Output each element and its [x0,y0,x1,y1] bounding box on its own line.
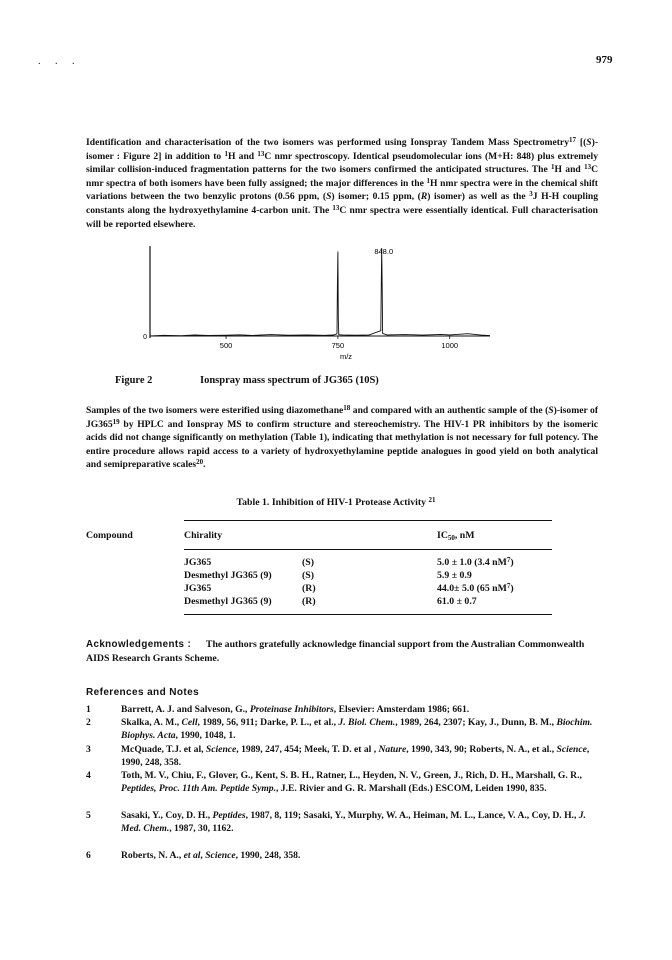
table-cell-config: (R) [302,583,316,594]
paragraph-identification: Identification and characterisation of the two isomers was performed using Ionspray Tandem Mass Spectrometry$^{17}$ [(S)-isomer : Figure 2] in addition to $^1$H and $^{13}$C nmr spectroscopy. Identical pseudomolecular ions (M+H: 848) plus extremely similar collision-induced fragmentation patterns for the two isomers confirmed the anticipated structures. The $^1$H and $^{13}$C nmr spectra of both isomers have been fully assigned; the major differences in the $^1$H nmr spectra were in the chemical shift variations between the two benzylic protons (0.56 ppm, (S) isomer; 0.15 ppm, (R) isomer) as well as the $^3$J H-H coupling constants along the hydroxyethylamine 4-carbon unit. The $^{13}$C nmr spectra were essentially identical. Full characterisation will be reported elsewhere. [86,136,599,230]
table-header-ic50: $IC_{50}$, nM [437,530,475,542]
table-header-compound: Compound [86,530,133,541]
reference-number: 5 [86,810,91,821]
references-heading: References and Notes [86,687,200,698]
table-cell-compound: JG365 [184,583,212,594]
table-header-chirality: Chirality [184,530,223,541]
table-cell-config: (S) [302,557,314,568]
table-top-rule [184,520,552,521]
table-cell-compound: Desmethyl JG365 (9) [184,596,272,607]
y-tick-label: 0 [143,334,147,341]
table-cell-compound: Desmethyl JG365 (9) [184,570,272,581]
reference-text: Sasaki, Y., Coy, D. H., Peptides, 1987, 8, 119; Sasaki, Y., Murphy, W. A., Heiman, M. L., Lance, V. A., Coy, D. H., J. Med. Chem., 1987, 30, 1162. [121,810,586,835]
reference-text: Roberts, N. A., et al, Science, 1990, 248, 358. [121,850,301,861]
table-cell-ic50: 44.0± 5.0 (65 $nM^7$) [437,582,514,594]
table-bottom-rule [184,614,552,615]
reference-number: 6 [86,850,91,861]
reference-text: McQuade, T.J. et al, Science, 1989, 247, 454; Meek, T. D. et al , Nature, 1990, 343, 90; Roberts, N. A., et al., Science, 1990, 248, 358. [121,744,590,769]
page-number: 979 [596,54,613,66]
reference-text: Skalka, A. M., Cell, 1989, 56, 911; Darke, P. L., et al., J. Biol. Chem., 1989, 264, 2307; Kay, J., Dunn, B. M., Biochim. Biophys. Acta, 1990, 1048, 1. [121,717,593,742]
reference-number: 2 [86,717,91,728]
figure-caption-text: Ionspray mass spectrum of JG365 (10S) [200,375,379,386]
x-tick-label: 1000 [441,341,459,350]
table-cell-ic50: 5.9 ± 0.9 [437,570,472,581]
spectrum-trace [150,248,490,336]
x-tick-label: 750 [331,341,345,350]
reference-number: 4 [86,770,91,781]
x-tick-label: 500 [219,341,233,350]
paragraph-esterification: Samples of the two isomers were esterified using diazomethane$^{18}$ and compared with an authentic sample of the (S)-isomer of $JG365^{19}$ by HPLC and Ionspray MS to confirm structure and stereochemistry. The HIV-1 PR inhibitors by the isomeric acids did not change significantly on methylation (Table 1), indicating that methylation is not necessary for full potency. The entire procedure allows rapid access to a variety of hydroxyethylamine peptide analogues in good yield on both analytical and semipreparative scales$^{20}$. [86,404,599,471]
peak-label: 848.0 [374,247,394,256]
acknowledgements [86,638,606,665]
table-cell-config: (R) [302,596,316,607]
mass-spectrum-chart [140,238,500,368]
table-cell-ic50: 61.0 ± 0.7 [437,596,477,607]
table-cell-ic50: 5.0 ± 1.0 (3.4 $nM^7$) [437,556,514,568]
table-header-rule [184,549,552,550]
reference-number: 3 [86,744,91,755]
reference-number: 1 [86,704,91,715]
figure-caption [115,375,379,386]
table-cell-config: (S) [302,570,314,581]
table-title: Table 1. Inhibition of HIV-1 Protease Activity $^{21}$ [236,496,436,508]
reference-text: Toth, M. V., Chiu, F., Glover, G., Kent, S. B. H., Ratner, L., Heyden, N. V., Green, J., Rich, D. H., Marshall, G. R., Peptides, Proc. 11th Am. Peptide Symp., J.E. Rivier and G. R. Marshall (Eds.) ESCOM, Leiden 1990, 835. [121,770,582,795]
figure-label: Figure 2 [115,375,153,386]
acknowledgements-text: The authors gratefully acknowledge financial support from the Australian Commonwealth AIDS Research Grants Scheme. [86,639,585,664]
acknowledgements-heading: Acknowledgements : [86,639,192,650]
header-dots: . . . [38,56,81,67]
x-axis-label: m/z [339,352,353,361]
table-cell-compound: JG365 [184,557,212,568]
reference-text: Barrett, A. J. and Salveson, G., Proteinase Inhibitors, Elsevier: Amsterdam 1986; 661. [121,704,470,715]
